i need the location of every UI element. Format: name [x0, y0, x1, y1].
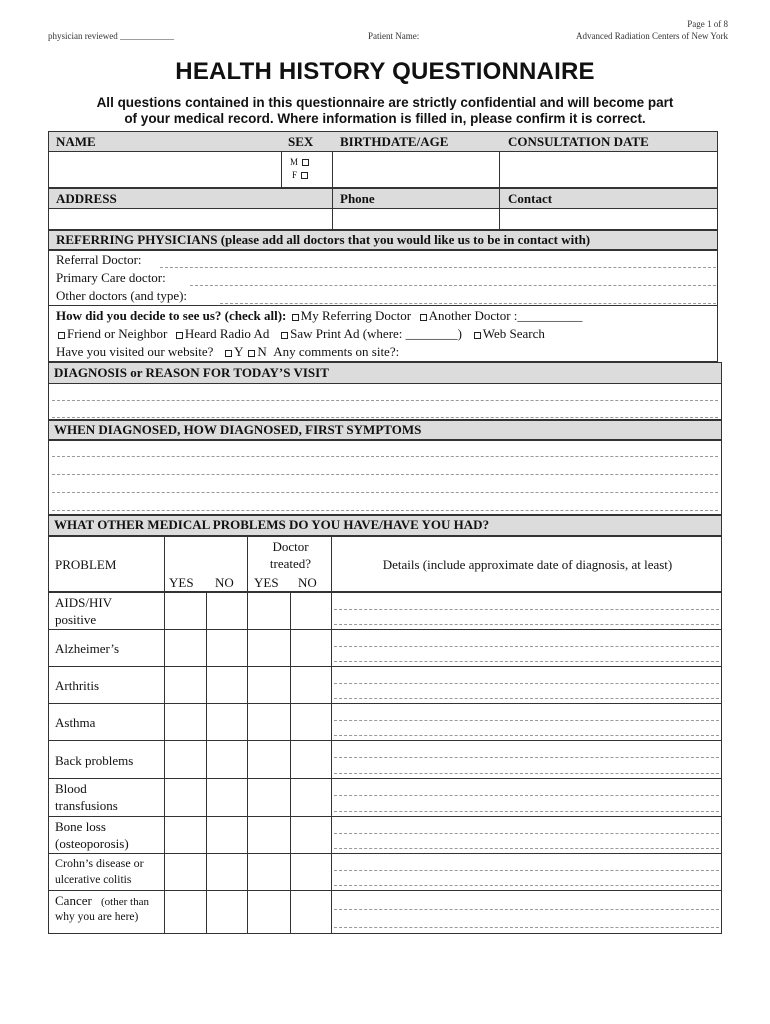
another-doctor-checkbox[interactable] — [420, 314, 427, 321]
confidentiality-notice — [40, 95, 730, 127]
problem-no-cell[interactable] — [206, 592, 248, 630]
sex-option-m[interactable] — [290, 156, 311, 168]
other-doctors-line[interactable] — [220, 303, 716, 304]
problem-name-line-2: (osteoporosis) — [55, 836, 129, 851]
referring-header: REFERRING PHYSICIANS (please add all doctors that you would like us to be in contact with) — [56, 232, 591, 247]
details-line[interactable] — [334, 885, 719, 886]
problem-no-cell[interactable] — [206, 890, 248, 934]
contact-label: Contact — [508, 191, 553, 206]
problem-name-line-2: transfusions — [55, 798, 118, 813]
doctor-yes-cell[interactable] — [247, 740, 291, 779]
doctor-yes-cell[interactable] — [247, 816, 291, 854]
print-ad-option: Saw Print Ad (where: ________) — [290, 326, 462, 341]
problem-name-line-2: positive — [55, 612, 97, 627]
sex-m-checkbox[interactable] — [302, 159, 309, 166]
friend-checkbox[interactable] — [58, 332, 65, 339]
details-line[interactable] — [334, 720, 719, 721]
source-options-row — [56, 326, 545, 342]
problem-name: Asthma — [55, 715, 96, 730]
problem-cell — [48, 703, 165, 741]
details-line[interactable] — [334, 927, 719, 928]
doctor-no-cell[interactable] — [290, 592, 332, 630]
details-column-label: Details (include approximate date of diagnosis, at least) — [382, 557, 673, 572]
doctor-yes-cell[interactable] — [247, 666, 291, 704]
sex-m-label: M — [290, 157, 299, 167]
diagnosis-line-1[interactable] — [52, 400, 718, 401]
doctor-yes-cell[interactable] — [247, 703, 291, 741]
sex-label: SEX — [288, 134, 314, 149]
problem-details-cell[interactable] — [331, 703, 722, 741]
problem-column-header — [48, 536, 165, 592]
website-no-label: N — [257, 344, 267, 359]
diagnosis-header: DIAGNOSIS or REASON FOR TODAY’S VISIT — [54, 365, 329, 380]
doctor-yes-label: YES — [254, 575, 279, 590]
sex-f-label: F — [292, 170, 298, 180]
problem-no-cell[interactable] — [206, 629, 248, 667]
birthdate-label: BIRTHDATE/AGE — [340, 134, 449, 149]
problem-yes-cell[interactable] — [164, 740, 207, 779]
page-title: HEALTH HISTORY QUESTIONNAIRE — [175, 58, 595, 85]
problems-header: WHAT OTHER MEDICAL PROBLEMS DO YOU HAVE/HAVE YOU HAD? — [54, 517, 490, 532]
diagnosis-line-2[interactable] — [52, 417, 718, 418]
doctor-no-cell[interactable] — [290, 666, 332, 704]
website-comments-label: Any comments on site?: — [273, 344, 400, 359]
contact-field[interactable] — [499, 208, 718, 230]
problem-no-cell[interactable] — [206, 740, 248, 779]
website-no-checkbox[interactable] — [248, 350, 255, 357]
details-line[interactable] — [334, 909, 719, 910]
primary-care-line[interactable] — [190, 285, 716, 286]
problem-yes-cell[interactable] — [164, 890, 207, 934]
sex-option-f[interactable] — [292, 169, 310, 181]
address-field[interactable] — [48, 208, 333, 230]
web-search-checkbox[interactable] — [474, 332, 481, 339]
details-line[interactable] — [334, 757, 719, 758]
consultation-date-label: CONSULTATION DATE — [508, 134, 649, 149]
problem-cell — [48, 778, 165, 817]
problem-yes-cell[interactable] — [164, 629, 207, 667]
doctor-label: Doctor — [272, 539, 309, 554]
problem-yes-cell[interactable] — [164, 778, 207, 817]
details-column-header — [331, 536, 722, 592]
friend-option: Friend or Neighbor — [67, 326, 168, 341]
phone-label: Phone — [340, 191, 375, 206]
problem-name: Back problems — [55, 752, 134, 768]
problem-cell — [48, 666, 165, 704]
problem-name: Crohn’s disease or — [55, 856, 144, 870]
problem-details-cell[interactable] — [331, 666, 722, 704]
problem-details-cell[interactable] — [331, 740, 722, 779]
problem-cell — [48, 740, 165, 779]
page-number: Page 1 of 8 — [687, 19, 728, 29]
when-line-3[interactable] — [52, 492, 718, 493]
problem-yes-cell[interactable] — [164, 853, 207, 891]
phone-field[interactable] — [332, 208, 500, 230]
details-line[interactable] — [334, 661, 719, 662]
when-line-4[interactable] — [52, 510, 718, 511]
sex-f-checkbox[interactable] — [301, 172, 308, 179]
treated-label: treated? — [269, 556, 312, 571]
other-doctors-label: Other doctors (and type): — [56, 288, 188, 303]
birthdate-field[interactable] — [332, 151, 500, 188]
problem-name-line-2: why you are here) — [55, 911, 139, 923]
name-field[interactable] — [48, 151, 282, 188]
diagnosis-section — [48, 383, 722, 420]
details-line[interactable] — [334, 609, 719, 610]
problem-yes-cell[interactable] — [164, 703, 207, 741]
doctor-no-cell[interactable] — [290, 740, 332, 779]
details-line[interactable] — [334, 735, 719, 736]
how-decide-row — [56, 308, 582, 324]
problem-name: Bone loss — [55, 819, 106, 834]
problem-name: Blood — [55, 781, 87, 796]
when-diagnosed-header: WHEN DIAGNOSED, HOW DIAGNOSED, FIRST SYMPTOMS — [54, 422, 422, 437]
problem-details-cell[interactable] — [331, 853, 722, 891]
details-line[interactable] — [334, 624, 719, 625]
doctor-no-cell[interactable] — [290, 853, 332, 891]
problem-no-cell[interactable] — [206, 703, 248, 741]
problem-name-note: (other than — [101, 896, 149, 908]
doctor-no-cell[interactable] — [290, 890, 332, 934]
address-header-row — [48, 188, 718, 209]
details-line[interactable] — [334, 646, 719, 647]
referral-doctor-label: Referral Doctor: — [56, 252, 142, 267]
doctor-yes-cell[interactable] — [247, 778, 291, 817]
doctor-yes-cell[interactable] — [247, 853, 291, 891]
referral-doctor-line[interactable] — [160, 267, 716, 268]
web-search-option: Web Search — [482, 326, 545, 341]
problem-details-cell[interactable] — [331, 778, 722, 817]
yes-no-column-header — [164, 536, 248, 592]
doctor-yes-cell[interactable] — [247, 592, 291, 630]
when-diagnosed-section — [48, 440, 722, 515]
problem-no-cell[interactable] — [206, 778, 248, 817]
doctor-yes-cell[interactable] — [247, 890, 291, 934]
problem-details-cell[interactable] — [331, 592, 722, 630]
details-line[interactable] — [334, 795, 719, 796]
doctor-no-cell[interactable] — [290, 703, 332, 741]
problem-no-cell[interactable] — [206, 816, 248, 854]
details-line[interactable] — [334, 698, 719, 699]
address-label: ADDRESS — [56, 191, 117, 206]
how-decide-question: How did you decide to see us? (check all): — [56, 308, 287, 323]
doctor-yes-cell[interactable] — [247, 629, 291, 667]
primary-care-label: Primary Care doctor: — [56, 270, 166, 285]
problem-cell — [48, 890, 165, 934]
problem-cell — [48, 816, 165, 854]
problem-no-cell[interactable] — [206, 666, 248, 704]
yes-column-label: YES — [169, 575, 194, 590]
when-line-2[interactable] — [52, 474, 718, 475]
another-doctor-option: Another Doctor :__________ — [428, 308, 583, 323]
doctor-no-cell[interactable] — [290, 629, 332, 667]
details-line[interactable] — [334, 811, 719, 812]
problem-cell — [48, 629, 165, 667]
problem-details-cell[interactable] — [331, 629, 722, 667]
details-line[interactable] — [334, 848, 719, 849]
website-row — [56, 344, 399, 360]
problem-name: Cancer — [55, 893, 92, 908]
problem-cell — [48, 853, 165, 891]
doctor-treated-column-header — [247, 536, 332, 592]
referring-doctor-checkbox[interactable] — [292, 314, 299, 321]
website-question: Have you visited our website? — [56, 344, 214, 359]
problem-yes-cell[interactable] — [164, 592, 207, 630]
problem-details-cell[interactable] — [331, 890, 722, 934]
doctor-no-label: NO — [298, 575, 317, 590]
problem-name: Arthritis — [55, 678, 100, 693]
problem-name-line-2: ulcerative colitis — [55, 874, 132, 886]
notice-line-1: All questions contained in this questionnaire are strictly confidential and will become part — [96, 95, 674, 110]
consultation-date-field[interactable] — [499, 151, 718, 188]
patient-name-label: Patient Name: — [368, 31, 420, 41]
print-ad-checkbox[interactable] — [281, 332, 288, 339]
website-yes-label: Y — [234, 344, 244, 359]
details-line[interactable] — [334, 683, 719, 684]
organization-name: Advanced Radiation Centers of New York — [576, 31, 728, 41]
sex-field — [281, 151, 333, 188]
physician-reviewed-label: physician reviewed ____________ — [48, 31, 174, 41]
doctor-no-cell[interactable] — [290, 778, 332, 817]
no-column-label: NO — [215, 575, 234, 590]
problem-name: Alzheimer’s — [55, 641, 120, 656]
problem-column-label: PROBLEM — [55, 557, 117, 572]
doctor-no-cell[interactable] — [290, 816, 332, 854]
radio-ad-checkbox[interactable] — [176, 332, 183, 339]
referring-doctor-option: My Referring Doctor — [300, 308, 412, 323]
radio-ad-option: Heard Radio Ad — [184, 326, 270, 341]
details-line[interactable] — [334, 870, 719, 871]
problem-cell — [48, 592, 165, 630]
when-line-1[interactable] — [52, 456, 718, 457]
notice-line-2: of your medical record. Where information is filled in, please confirm it is correct. — [124, 111, 646, 126]
details-line[interactable] — [334, 773, 719, 774]
name-label: NAME — [56, 134, 96, 149]
problem-details-cell[interactable] — [331, 816, 722, 854]
problem-yes-cell[interactable] — [164, 666, 207, 704]
website-yes-checkbox[interactable] — [225, 350, 232, 357]
problem-yes-cell[interactable] — [164, 816, 207, 854]
problem-name: AIDS/HIV — [55, 595, 113, 610]
details-line[interactable] — [334, 833, 719, 834]
problem-no-cell[interactable] — [206, 853, 248, 891]
